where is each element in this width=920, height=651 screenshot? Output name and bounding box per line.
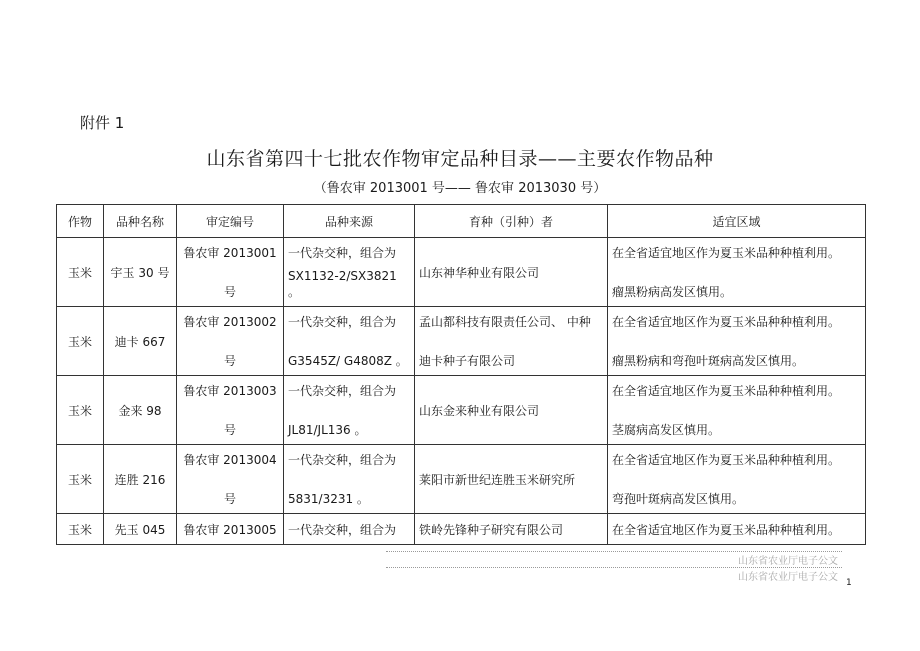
source-line-2: SX1132-2/SX3821 。 — [288, 269, 397, 299]
source-line-1: 一代杂交种，组合为 — [288, 384, 397, 398]
code-line-2: 号 — [223, 285, 236, 299]
crop-cell: 玉米 — [57, 445, 104, 514]
crop-cell: 玉米 — [57, 514, 104, 545]
source-line-1: 一代杂交种，组合为 — [288, 315, 397, 329]
region-cell — [608, 238, 866, 307]
code-cell — [177, 238, 284, 307]
region-cell — [608, 376, 866, 445]
region-line-1: 在全省适宜地区作为夏玉米品种种植利用。 — [612, 384, 841, 398]
region-line-2: 瘤黑粉病和弯孢叶斑病高发区慎用。 — [612, 354, 805, 368]
code-line-1: 鲁农审 2013002 — [183, 315, 277, 329]
table-row — [57, 445, 866, 514]
footer-watermark: 山东省农业厅电子公文 — [738, 572, 838, 583]
code-line-2: 号 — [223, 354, 236, 368]
source-cell — [284, 445, 415, 514]
crop-cell: 玉米 — [57, 307, 104, 376]
header-breeder: 育种（引种）者 — [415, 205, 608, 238]
page-number: 1 — [846, 578, 852, 588]
code-line-1: 鲁农审 2013001 — [183, 246, 277, 260]
code-line-2: 号 — [223, 492, 236, 506]
table-row — [57, 238, 866, 307]
code-line-1: 鲁农审 2013004 — [183, 453, 277, 467]
source-line-2: G3545Z/ G4808Z 。 — [288, 354, 408, 368]
document-title: 山东省第四十七批农作物审定品种目录——主要农作物品种 — [206, 148, 714, 170]
code-line-1: 鲁农审 2013003 — [183, 384, 277, 398]
table-row — [57, 307, 866, 376]
breeder-cell — [415, 307, 608, 376]
region-line-2: 茎腐病高发区慎用。 — [612, 423, 721, 437]
breeder-cell: 山东神华种业有限公司 — [415, 238, 608, 307]
header-crop: 作物 — [57, 205, 104, 238]
header-code: 审定编号 — [177, 205, 284, 238]
source-line-2: JL81/JL136 。 — [288, 423, 367, 437]
attachment-label: 附件 1 — [80, 114, 125, 132]
header-region: 适宜区域 — [608, 205, 866, 238]
code-cell — [177, 445, 284, 514]
code-cell: 鲁农审 2013005 — [177, 514, 284, 545]
region-line-1: 在全省适宜地区作为夏玉米品种种植利用。 — [612, 246, 841, 260]
region-cell: 在全省适宜地区作为夏玉米品种种植利用。 — [608, 514, 866, 545]
region-cell — [608, 445, 866, 514]
breeder-cell: 莱阳市新世纪连胜玉米研究所 — [415, 445, 608, 514]
source-cell — [284, 376, 415, 445]
breeder-line-2: 迪卡种子有限公司 — [419, 354, 516, 368]
region-line-2: 瘤黑粉病高发区慎用。 — [612, 285, 733, 299]
code-line-2: 号 — [223, 423, 236, 437]
region-cell — [608, 307, 866, 376]
variety-cell: 先玉 045 — [104, 514, 177, 545]
breeder-cell: 山东金来种业有限公司 — [415, 376, 608, 445]
code-cell — [177, 376, 284, 445]
source-line-2: 5831/3231 。 — [288, 492, 369, 506]
variety-cell: 金来 98 — [104, 376, 177, 445]
region-line-1: 在全省适宜地区作为夏玉米品种种植利用。 — [612, 453, 841, 467]
breeder-cell: 铁岭先锋种子研究有限公司 — [415, 514, 608, 545]
variety-cell: 迪卡 667 — [104, 307, 177, 376]
code-cell — [177, 307, 284, 376]
variety-table — [56, 204, 866, 545]
source-cell — [284, 307, 415, 376]
source-cell: 一代杂交种，组合为 — [284, 514, 415, 545]
document-subtitle: （鲁农审 2013001 号—— 鲁农审 2013030 号） — [313, 181, 607, 196]
crop-cell: 玉米 — [57, 376, 104, 445]
variety-cell: 连胜 216 — [104, 445, 177, 514]
breeder-line-1: 孟山都科技有限责任公司、 中种 — [419, 315, 591, 329]
table-row — [57, 376, 866, 445]
crop-cell: 玉米 — [57, 238, 104, 307]
region-line-1: 在全省适宜地区作为夏玉米品种种植利用。 — [612, 315, 841, 329]
table-row — [57, 514, 866, 545]
source-cell — [284, 238, 415, 307]
region-line-2: 弯孢叶斑病高发区慎用。 — [612, 492, 745, 506]
header-source: 品种来源 — [284, 205, 415, 238]
table-header-row — [57, 205, 866, 238]
source-line-1: 一代杂交种，组合为 — [288, 453, 397, 467]
source-line-1: 一代杂交种，组合为 — [288, 246, 397, 260]
footer-watermark: 山东省农业厅电子公文 — [738, 556, 838, 567]
variety-cell: 宇玉 30 号 — [104, 238, 177, 307]
header-variety: 品种名称 — [104, 205, 177, 238]
